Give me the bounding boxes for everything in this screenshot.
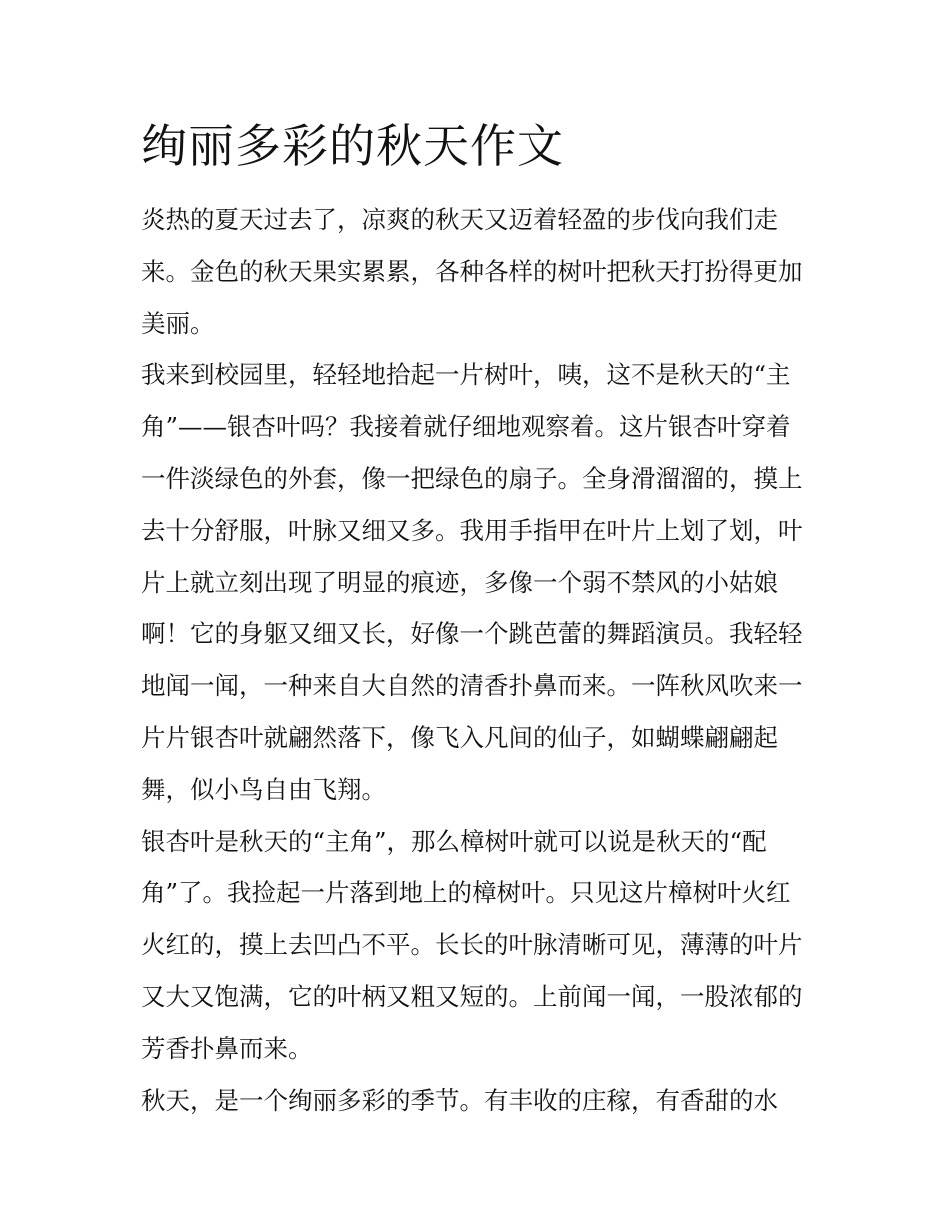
text-line: 去十分舒服，叶脉又细又多。我用手指甲在叶片上划了划，叶 [141,515,803,545]
text-line: 地闻一闻，一种来自大自然的清香扑鼻而来。一阵秋风吹来一 [141,671,803,701]
text-line: 来。金色的秋天果实累累，各种各样的树叶把秋天打扮得更加 [141,256,803,286]
text-line: 我来到校园里，轻轻地拾起一片树叶，咦，这不是秋天的“主 [141,360,791,390]
text-line: 啊！它的身躯又细又长，好像一个跳芭蕾的舞蹈演员。我轻轻 [141,619,803,649]
document-body [141,203,821,1135]
text-line: 芳香扑鼻而来。 [141,1033,313,1063]
document-content [141,112,821,1135]
text-line: 又大又饱满，它的叶柄又粗又短的。上前闻一闻，一股浓郁的 [141,981,803,1011]
text-line: 一件淡绿色的外套，像一把绿色的扇子。全身滑溜溜的，摸上 [141,463,803,493]
text-line: 火红的，摸上去凹凸不平。长长的叶脉清晰可见，薄薄的叶片 [141,930,803,960]
text-line: 片片银杏叶就翩然落下，像飞入凡间的仙子，如蝴蝶翩翩起 [141,722,778,752]
document-title: 绚丽多彩的秋天作文 [141,119,564,173]
text-line: 片上就立刻出现了明显的痕迹，多像一个弱不禁风的小姑娘 [141,567,778,597]
text-line: 炎热的夏天过去了，凉爽的秋天又迈着轻盈的步伐向我们走 [141,205,778,234]
text-line: 角”——银杏叶吗？我接着就仔细地观察着。这片银杏叶穿着 [141,412,791,442]
text-line: 舞，似小鸟自由飞翔。 [141,774,386,804]
text-line: 银杏叶是秋天的“主角”，那么樟树叶就可以说是秋天的“配 [141,826,767,856]
text-line: 秋天，是一个绚丽多彩的季节。有丰收的庄稼，有香甜的水 [141,1085,778,1115]
text-line: 美丽。 [141,308,215,338]
text-line: 角”了。我捡起一片落到地上的樟树叶。只见这片樟树叶火红 [141,878,791,908]
